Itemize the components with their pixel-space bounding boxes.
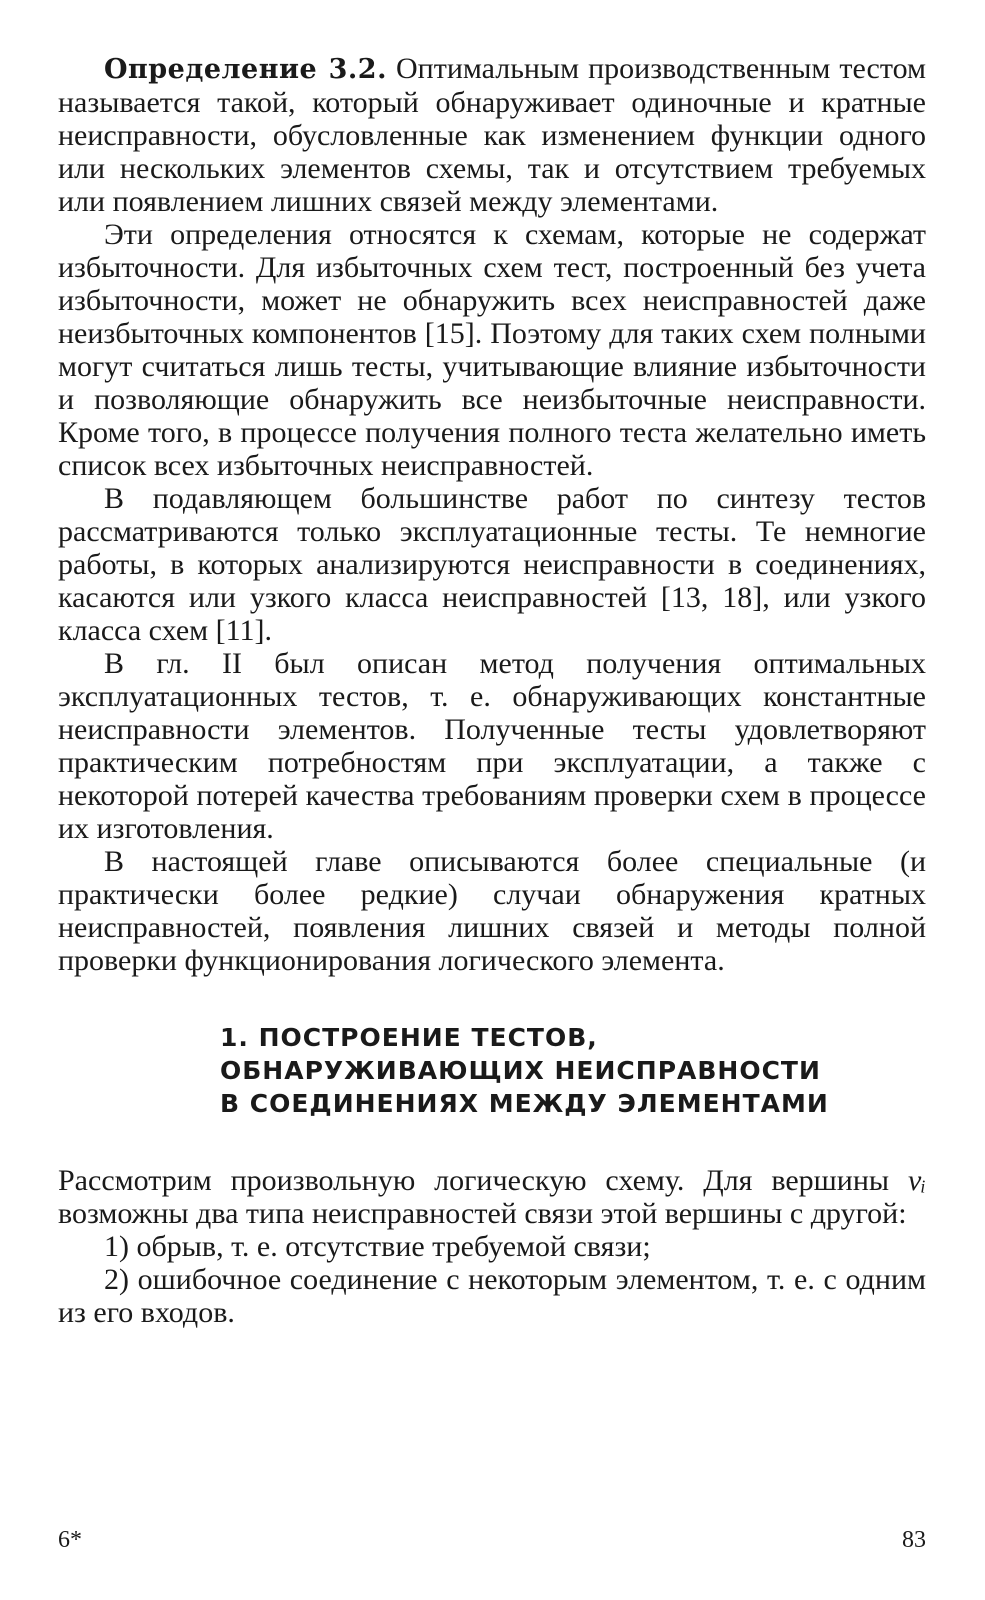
paragraph-redundancy: Эти определения относятся к схемам, которые не содержат избыточности. Для избыточных схем тест, построенный без учета избыточности, может не обнаружить всех неисправностей даже неизбыточных компонентов [15]. Поэтому для таких схем полными могут считаться лишь тесты, учитывающие влияние избыточности и позволяющие обнаружить все неизбыточные неисправности. Кроме того, в процессе получения полного теста желательно иметь список всех избыточных неисправностей. xyxy=(58,218,926,482)
paragraph-section-intro: Рассмотрим произвольную логическую схему. Для вершины vᵢ возможны два типа неисправностей связи этой вершины с другой: xyxy=(58,1164,926,1230)
vertex-variable: vᵢ xyxy=(907,1164,926,1197)
list-item: 2) ошибочное соединение с некоторым элементом, т. е. с одним из его входов. xyxy=(58,1263,926,1329)
signature-mark: 6* xyxy=(58,1527,82,1553)
section-heading xyxy=(220,1021,926,1120)
page-footer xyxy=(58,1527,926,1554)
section-heading-line: 1. ПОСТРОЕНИЕ ТЕСТОВ, xyxy=(220,1023,598,1052)
section-heading-line: В СОЕДИНЕНИЯХ МЕЖДУ ЭЛЕМЕНТАМИ xyxy=(220,1089,829,1118)
section-heading-line: ОБНАРУЖИВАЮЩИХ НЕИСПРАВНОСТИ xyxy=(220,1056,821,1085)
definition-text: Оптимальным производственным тестом называется такой, который обнаруживает одиночные и кратные неисправности, обусловленные как изменением функции одного или нескольких элементов схемы, так и отсутствием требуемых или появлением лишних связей между элементами. xyxy=(58,52,927,218)
page-number: 83 xyxy=(902,1527,926,1553)
paragraph-definition xyxy=(58,52,926,218)
definition-term: Определение 3.2. xyxy=(104,54,387,85)
paragraph-prior-work: В подавляющем большинстве работ по синтезу тестов рассматриваются только эксплуатационные тесты. Те немногие работы, в которых анализируются неисправности в соединениях, касаются или узкого класса неисправностей [13, 18], или узкого класса схем [11]. xyxy=(58,482,926,647)
list-item: 1) обрыв, т. е. отсутствие требуемой связи; xyxy=(104,1230,651,1263)
page-content xyxy=(58,52,926,1329)
paragraph-chapter-intro: В настоящей главе описываются более специальные (и практически более редкие) случаи обнаружения кратных неисправностей, появления лишних связей и методы полной проверки функционирования логического элемента. xyxy=(58,845,926,977)
paragraph-chapter-two: В гл. II был описан метод получения оптимальных эксплуатационных тестов, т. е. обнаруживающих константные неисправности элементов. Полученные тесты удовлетворяют практическим потребностям при эксплуатации, а также с некоторой потерей качества требованиям проверки схем в процессе их изготовления. xyxy=(58,647,926,845)
